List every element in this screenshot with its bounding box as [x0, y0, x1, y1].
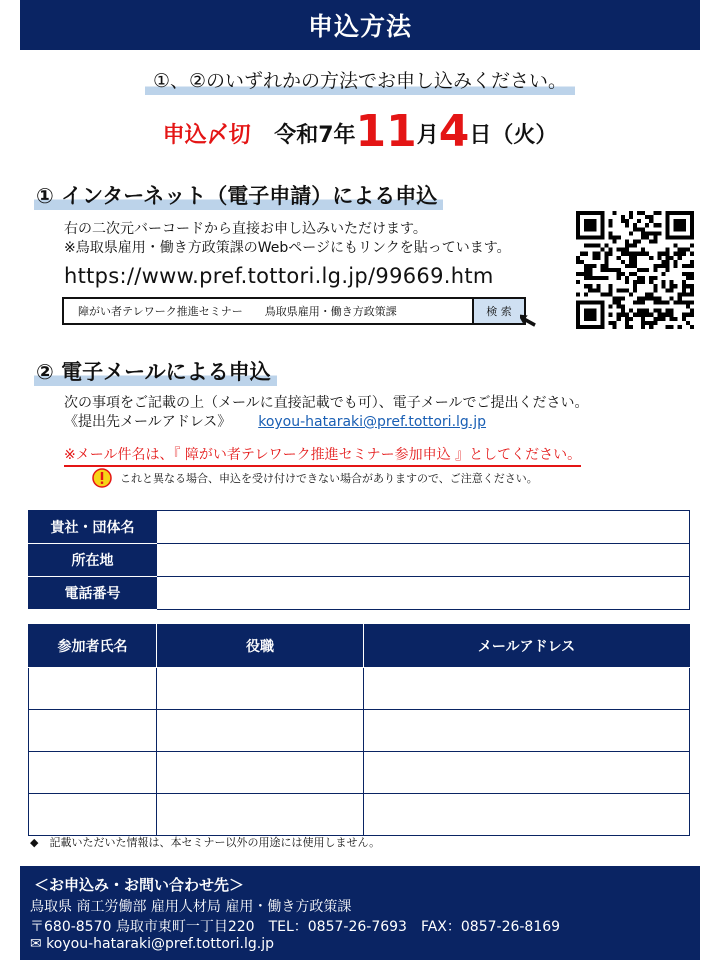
table-row [29, 794, 690, 836]
cell-position[interactable] [157, 668, 364, 710]
cell-position[interactable] [157, 752, 364, 794]
field-address[interactable] [157, 544, 690, 577]
section1-title-text: ① インターネット（電子申請）による申込 [34, 180, 443, 210]
cell-name[interactable] [29, 752, 157, 794]
deadline-day-unit: 日（火） [469, 123, 558, 148]
label-phone: 電話番号 [29, 577, 157, 610]
section2-title-text: ② 電子メールによる申込 [34, 356, 277, 386]
search-input[interactable]: 障がい者テレワーク推進セミナー 鳥取県雇用・働き方政策課 [62, 297, 474, 325]
deadline-era: 令和7年 [274, 123, 356, 148]
label-company: 貴社・団体名 [29, 511, 157, 544]
form-row-phone [29, 577, 690, 610]
form-row-company [29, 511, 690, 544]
lead-text [20, 66, 700, 95]
search-button[interactable]: 検 索 [474, 297, 526, 325]
table-row [29, 668, 690, 710]
section1-line2: ※鳥取県雇用・働き方政策課のWebページにもリンクを貼っています。 [64, 240, 511, 256]
section2-address-line [64, 413, 486, 432]
field-company[interactable] [157, 511, 690, 544]
section1-line1: 右の二次元バーコードから直接お申し込みいただけます。 [64, 221, 427, 237]
footer-org: 鳥取県 商工労働部 雇用人材局 雇用・働き方政策課 [30, 899, 352, 915]
field-phone[interactable] [157, 577, 690, 610]
cell-position[interactable] [157, 794, 364, 836]
subject-note: ※メール件名は、『 障がい者テレワーク推進セミナー参加申込 』としてください。 [64, 444, 581, 467]
cell-email[interactable] [364, 752, 690, 794]
section2-line1: 次の事項をご記載の上（メールに直接記載でも可）、電子メールでご提出ください。 [64, 395, 589, 411]
privacy-note: ◆ 記載いただいた情報は、本セミナー以外の用途には使用しません。 [30, 836, 381, 849]
cell-name[interactable] [29, 668, 157, 710]
cell-email[interactable] [364, 668, 690, 710]
section1-url[interactable]: https://www.pref.tottori.lg.jp/99669.htm [64, 264, 494, 288]
deadline [20, 106, 700, 157]
address-link[interactable]: koyou-hataraki@pref.tottori.lg.jp [258, 414, 487, 430]
cell-name[interactable] [29, 710, 157, 752]
warning-text: これと異なる場合、申込を受け付けできない場合がありますので、ご注意ください。 [120, 472, 538, 485]
contact-footer [20, 866, 700, 960]
section2-title [34, 356, 277, 386]
cell-email[interactable] [364, 710, 690, 752]
table-row [29, 752, 690, 794]
participant-table [28, 624, 690, 836]
footer-title: ＜お申込み・お問い合わせ先＞ [34, 876, 245, 894]
footer-address: 〒680-8570 鳥取市東町一丁目220 TEL：0857-26-7693 FAX：0857-26-8169 [30, 919, 561, 935]
warning-line [92, 468, 538, 488]
address-label: 《提出先メールアドレス》 [64, 414, 232, 430]
participant-header-row [29, 625, 690, 668]
header-name: 参加者氏名 [29, 625, 157, 668]
deadline-month: 11 [355, 106, 417, 157]
warning-icon [92, 468, 112, 488]
mouse-cursor-icon [520, 308, 542, 332]
deadline-label: 申込〆切 [162, 123, 251, 148]
deadline-day: 4 [438, 106, 470, 157]
label-address: 所在地 [29, 544, 157, 577]
cell-position[interactable] [157, 710, 364, 752]
form-row-address [29, 544, 690, 577]
lead-highlight: ①、②のいずれかの方法でお申し込みください。 [145, 66, 575, 95]
cell-name[interactable] [29, 794, 157, 836]
cell-email[interactable] [364, 794, 690, 836]
flyer-page [20, 0, 700, 960]
qr-code-icon[interactable] [576, 211, 694, 329]
header-position: 役職 [157, 625, 364, 668]
company-form [28, 510, 690, 610]
section1-title [34, 180, 443, 210]
page-title: 申込方法 [20, 0, 700, 50]
deadline-month-unit: 月 [416, 123, 439, 148]
header-email: メールアドレス [364, 625, 690, 668]
table-row [29, 710, 690, 752]
footer-email[interactable]: ✉ koyou-hataraki@pref.tottori.lg.jp [30, 936, 274, 952]
